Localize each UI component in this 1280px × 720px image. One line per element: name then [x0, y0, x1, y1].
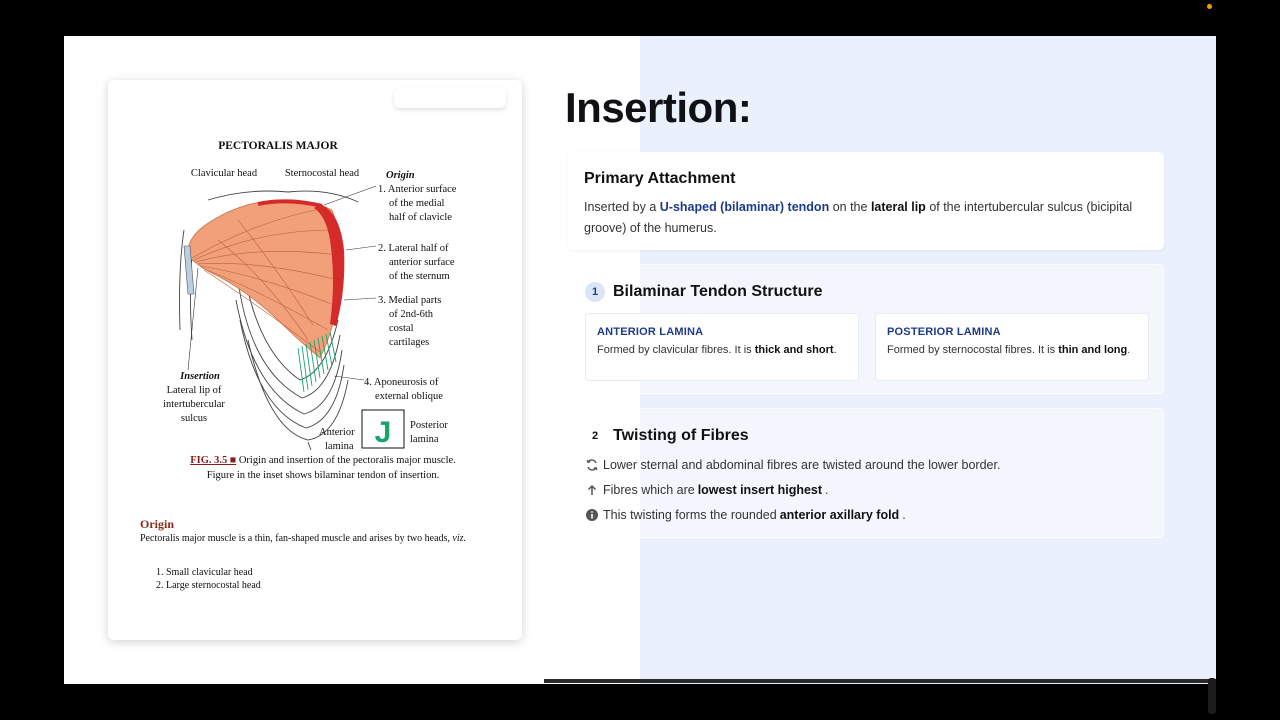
twist-row	[585, 458, 1000, 472]
origin-paragraph-text: Pectoralis major muscle is a thin, fan-shaped muscle and arises by two heads,	[140, 533, 450, 544]
bilaminar-panel	[568, 264, 1164, 394]
origin-4-line-2: external oblique	[375, 391, 443, 402]
origin-4-line-1: 4. Aponeurosis of	[364, 377, 439, 388]
origin-paragraph	[140, 533, 500, 546]
anterior-text: Formed by clavicular fibres. It is	[597, 344, 752, 356]
status-dot	[1207, 4, 1212, 9]
slide	[64, 36, 1216, 684]
origin-heading: Origin	[140, 517, 175, 531]
label-insertion: Insertion	[180, 371, 220, 382]
primary-attachment-text	[584, 197, 1144, 239]
origin-2-line-1: 2. Lateral half of	[378, 243, 449, 254]
figure-caption-text: Origin and insertion of the pectoralis major muscle. Figure in the inset shows bilaminar tendon of insertion.	[206, 455, 456, 481]
posterior-lamina-card	[875, 313, 1149, 381]
origin-1-line-1: 1. Anterior surface	[378, 184, 457, 195]
anterior-lamina-line-2: lamina	[325, 441, 354, 450]
primary-bold: lateral lip	[870, 200, 926, 214]
twist-row-2-end: .	[825, 483, 829, 497]
list-item: 2. Large sternocostal head	[156, 579, 261, 591]
twist-row-2-text: Fibres which are	[603, 483, 695, 497]
primary-attachment-panel	[568, 152, 1164, 250]
label-origin: Origin	[386, 170, 415, 181]
figure-title: PECTORALIS MAJOR	[218, 140, 338, 152]
primary-text-1: Inserted by a	[584, 200, 657, 214]
origin-list	[156, 567, 261, 592]
origin-3-line-4: cartilages	[389, 337, 430, 348]
origin-3-line-3: costal	[389, 323, 414, 334]
anterior-lamina-text	[597, 343, 849, 357]
twist-row	[585, 483, 829, 497]
twisting-heading: Twisting of Fibres	[613, 427, 749, 444]
origin-1-line-3: half of clavicle	[389, 212, 452, 223]
pectoralis-major-illustration	[108, 80, 522, 450]
origin-2-line-3: of the sternum	[389, 271, 450, 282]
anterior-lamina-line-1: Anterior	[319, 427, 355, 438]
twist-row-3-bold: anterior axillary fold	[779, 508, 900, 522]
posterior-lamina-line-1: Posterior	[410, 420, 448, 431]
insertion-line-3: sulcus	[180, 413, 208, 424]
section-number-badge: 2	[591, 430, 599, 442]
label-sternocostal-head: Sternocostal head	[284, 168, 360, 179]
twist-row	[585, 508, 906, 522]
side-handle[interactable]	[1208, 678, 1216, 714]
posterior-end: .	[1127, 344, 1131, 356]
origin-paragraph-viz: viz.	[452, 533, 467, 544]
insertion-line-1: Lateral lip of	[166, 385, 222, 396]
anterior-bold: thick and short	[754, 344, 834, 356]
info-icon	[585, 508, 599, 522]
posterior-lamina-text	[887, 343, 1139, 357]
posterior-text: Formed by sternocostal fibres. It is	[887, 344, 1056, 356]
anterior-lamina-title: ANTERIOR LAMINA	[597, 326, 704, 338]
origin-3-line-2: of 2nd-6th	[389, 309, 434, 320]
origin-1-line-2: of the medial	[389, 198, 445, 209]
muscle-fan	[188, 200, 341, 358]
primary-accent: U-shaped (bilaminar) tendon	[659, 200, 830, 214]
anterior-lamina-card	[585, 313, 859, 381]
progress-track	[544, 679, 1216, 683]
posterior-lamina-title: POSTERIOR LAMINA	[887, 326, 1001, 338]
twist-row-1-text: Lower sternal and abdominal fibres are twisted around the lower border.	[603, 458, 1001, 472]
section-number-badge: 1	[585, 282, 605, 302]
arrow-up-icon	[585, 483, 599, 497]
insertion-line-2: intertubercular	[163, 399, 225, 410]
figure-number: FIG. 3.5 ■	[190, 455, 237, 466]
origin-3-line-1: 3. Medial parts	[378, 295, 442, 306]
figure-caption	[178, 454, 468, 483]
posterior-lamina-line-2: lamina	[410, 434, 439, 445]
primary-text-3: of the intertubercular sulcus (bicipital groove) of the humerus.	[584, 200, 1133, 235]
anterior-end: .	[833, 344, 837, 356]
twist-row-2-bold: lowest insert highest	[697, 483, 823, 497]
origin-2-line-2: anterior surface	[389, 257, 455, 268]
twist-row-3-end: .	[902, 508, 906, 522]
page-title: Insertion:	[565, 84, 752, 131]
primary-attachment-heading: Primary Attachment	[584, 170, 736, 187]
refresh-icon	[585, 458, 599, 472]
primary-text-2: on the	[832, 200, 868, 214]
textbook-figure-card	[108, 80, 522, 640]
posterior-bold: thin and long	[1058, 344, 1128, 356]
inset-j-tendon: J	[374, 416, 392, 449]
label-clavicular-head: Clavicular head	[190, 168, 258, 179]
twist-row-3-text: This twisting forms the rounded	[603, 508, 777, 522]
bilaminar-heading: Bilaminar Tendon Structure	[613, 283, 823, 300]
list-item: 1. Small clavicular head	[156, 567, 253, 578]
twisting-panel	[568, 408, 1164, 538]
